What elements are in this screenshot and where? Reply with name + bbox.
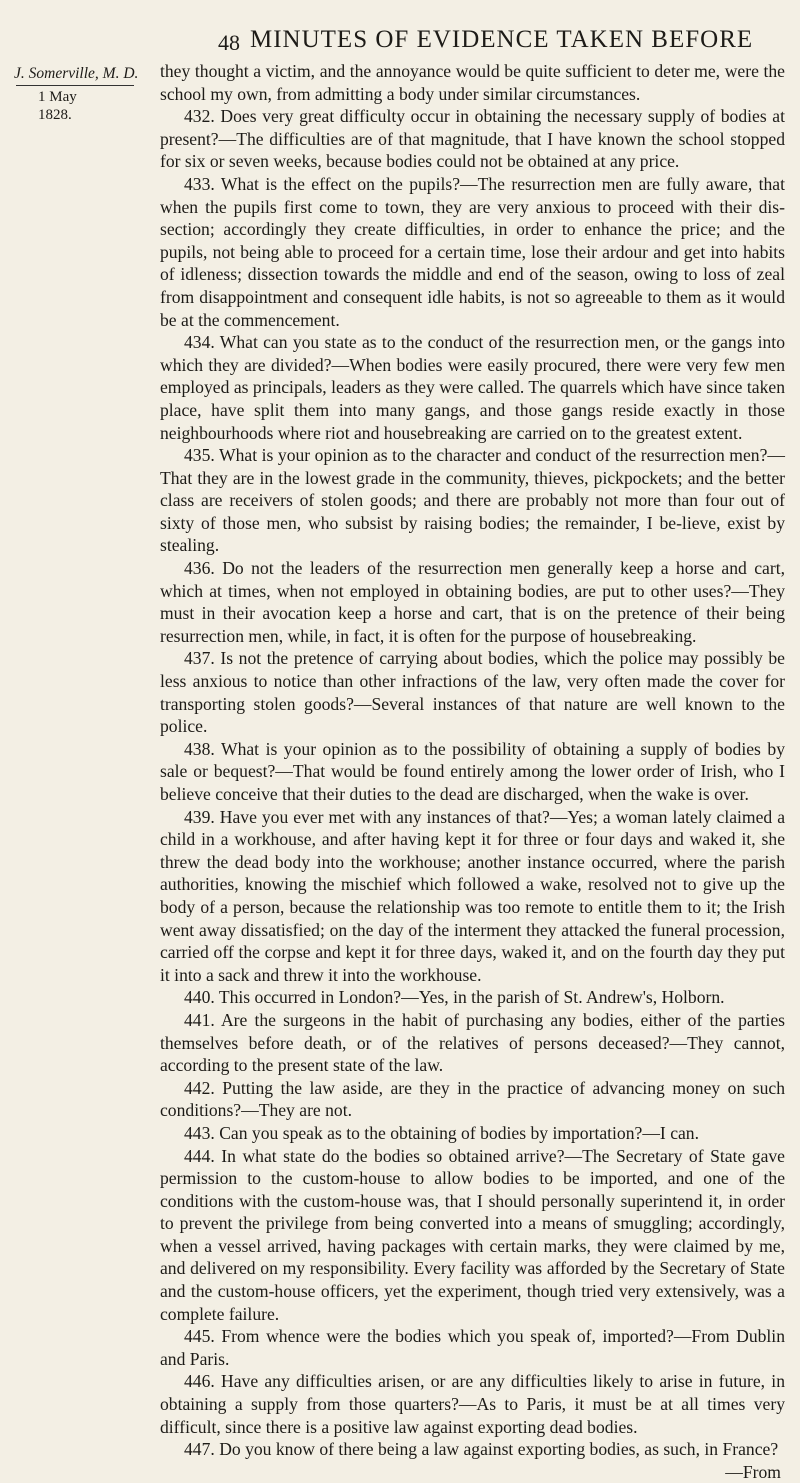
- running-head: MINUTES OF EVIDENCE TAKEN BEFORE: [250, 26, 754, 53]
- margin-rule: [16, 85, 134, 86]
- paragraph-447: 447. Do you know of there being a law against exporting bodies, as such, in France?: [184, 1439, 779, 1460]
- paragraph-435: 435. What is your opinion as to the character and conduct of the resurrection men?—That they are in the lowest grade in the community, thieves, pickpockets; and the better class are receivers of stolen goods; and there are probably not more than four out of sixty of those men, who subsist by raising bodies; the remainder, I be-lieve, exist by stealing.: [160, 445, 785, 556]
- margin-date-year: 1828.: [38, 107, 72, 123]
- paragraph-432: 432. Does very great difficulty occur in obtaining the necessary supply of bodies at present?—The difficulties are of that magnitude, that I have known the school stopped for six or seven weeks, because bodies could not be obtained at any price.: [160, 106, 785, 172]
- witness-name: J. Somerville, M. D.: [14, 65, 139, 82]
- paragraph-434: 434. What can you state as to the conduct of the resurrection men, or the gangs into which they are divided?—When bodies were easily procured, there were very few men employed as principals, leaders as they were called. The quarrels which have since taken place, have split them into many gangs, and those gangs reside exactly in those neighbourhoods where riot and housebreaking are carried on to the greatest extent.: [160, 332, 785, 443]
- page-header: [0, 22, 800, 58]
- paragraph-438: 438. What is your opinion as to the possibility of obtaining a supply of bodies by sale or bequest?—That would be found entirely among the lower order of Irish, who I believe conceive that their duties to the dead are discharged, when the wake is over.: [160, 738, 785, 804]
- margin-note: [14, 64, 154, 124]
- paragraph-433: 433. What is the effect on the pupils?—The resurrection men are fully aware, that when the pupils first come to town, they are very anxious to proceed with their dis-section; accordingly they create difficulties, in order to enhance the price; and the pupils, not being able to proceed for a certain time, lose their ardour and get into habits of idleness; dissection towards the middle and end of the season, owing to loss of zeal from disappointment and consequent idle habits, is not so agreeable to them as it would be at the commencement.: [160, 173, 785, 330]
- paragraph-437: 437. Is not the pretence of carrying about bodies, which the police may possibly be less anxious to notice than other infractions of the law, very often made the cover for transporting stolen goods?—Several instances of that nature are well known to the police.: [160, 648, 785, 737]
- paragraph-442: 442. Putting the law aside, are they in the practice of advancing money on such conditions?—They are not.: [160, 1077, 785, 1121]
- paragraph-445: 445. From whence were the bodies which you speak of, imported?—From Dublin and Paris.: [160, 1326, 785, 1369]
- paragraph-439: 439. Have you ever met with any instances of that?—Yes; a woman lately claimed a child in a workhouse, and after having kept it for three or four days and waked it, she threw the dead body into the workhouse; another instance occurred, where the parish authorities, knowing the mischief which followed a wake, resolved not to give up the body of a person, because the relationship was too remote to entitle them to it; the Irish went away dissatisfied; on the day of the interment they attacked the funeral procession, carried off the corpse and kept it for three days, waked it, and on the fourth day they put it into a sack and threw it into the workhouse.: [160, 806, 785, 985]
- catchword: —From: [725, 1461, 781, 1482]
- paragraph-443: 443. Can you speak as to the obtaining of bodies by importation?—I can.: [184, 1122, 700, 1143]
- paragraph-440: 440. This occurred in London?—Yes, in the parish of St. Andrew's, Holborn.: [184, 987, 725, 1008]
- margin-date-day: 1 May: [38, 89, 77, 105]
- paragraph-446: 446. Have any difficulties arisen, or are any difficulties likely to arise in future, in obtaining a supply from those quarters?—As to Paris, it must be at all times very difficult, since there is a positive law against exporting dead bodies.: [160, 1371, 785, 1437]
- paragraph-444: 444. In what state do the bodies so obtained arrive?—The Secretary of State gave permission to the custom-house to allow bodies to be imported, and one of the conditions with the custom-house was, that I should personally superintend it, in order to prevent the privilege from being converted into a means of smuggling; accordingly, when a vessel arrived, having packages with certain marks, they were claimed by me, and delivered on my responsibility. Every facility was afforded by the Secretary of State and the custom-house officers, yet the experiment, though tried very extensively, was a complete failure.: [160, 1145, 785, 1324]
- paragraph-441: 441. Are the surgeons in the habit of purchasing any bodies, either of the parties themselves before death, or of the relatives of persons deceased?—They cannot, according to the present state of the law.: [160, 1009, 785, 1076]
- paragraph-436: 436. Do not the leaders of the resurrection men generally keep a horse and cart, which at times, when not employed in obtaining bodies, are put to other uses?—They must in their avocation keep a horse and cart, that is on the pretence of their being resurrection men, while, in fact, it is often for the purpose of housebreaking.: [160, 558, 785, 646]
- page-number: 48: [218, 30, 240, 55]
- paragraph-continuation: they thought a victim, and the annoyance would be quite sufficient to deter me, were the school my own, from admitting a body under similar circumstances.: [160, 61, 785, 104]
- text-body: [160, 60, 785, 1482]
